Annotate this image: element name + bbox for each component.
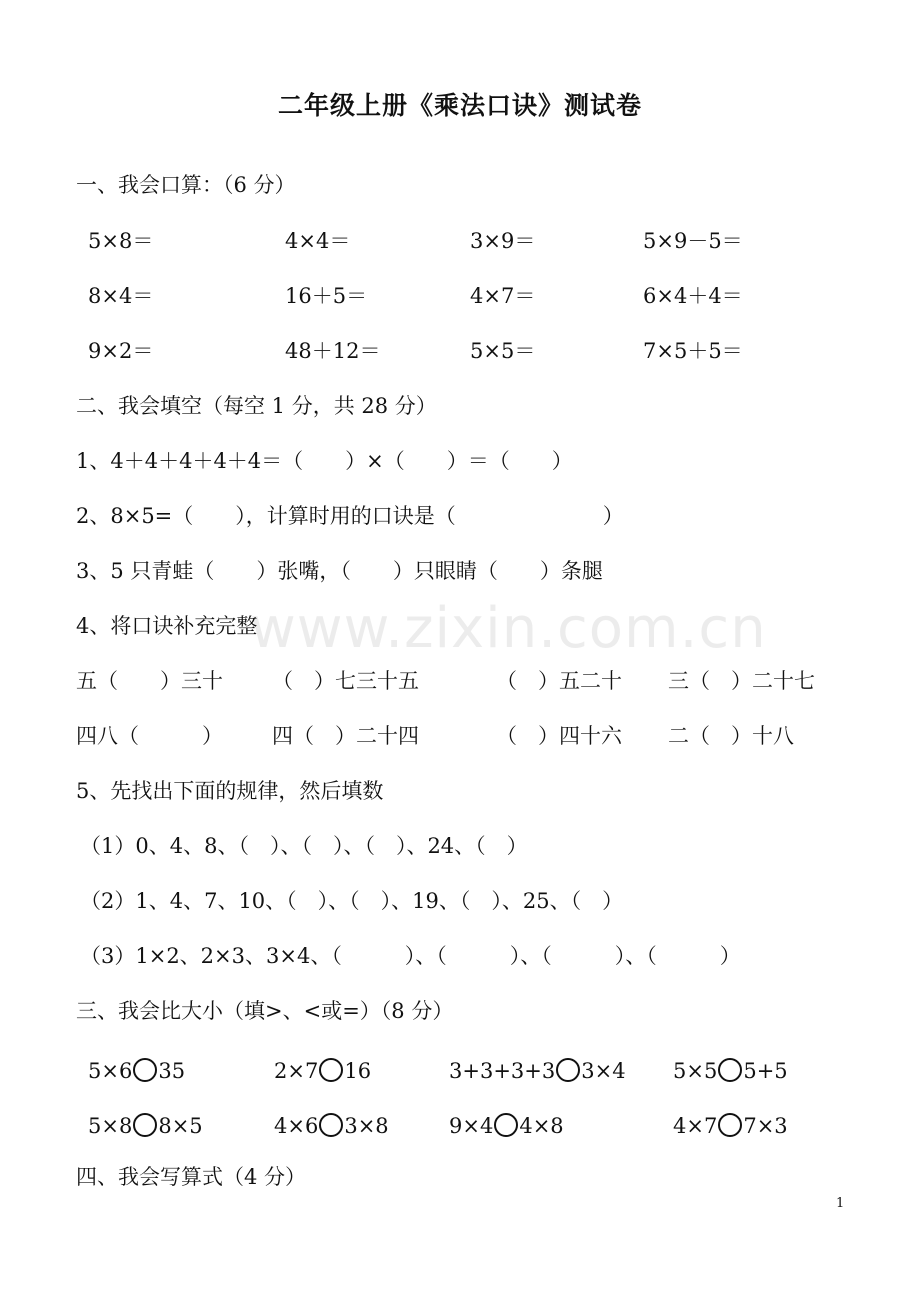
- page-number: 1: [836, 1196, 845, 1211]
- section-4-heading: 四、我会写算式（4 分）: [76, 1165, 307, 1189]
- rhyme-item: 四八（ ）: [76, 724, 223, 748]
- pattern-3: （3）1×2、2×3、3×4、（ ）、（ ）、（ ）、（ ）: [80, 944, 741, 968]
- compare-item: 4×7 7×3: [673, 1114, 788, 1138]
- watermark: www.zixin.com.cn: [250, 596, 767, 661]
- compare-circle[interactable]: [718, 1058, 742, 1082]
- rhyme-item: （ ）五二十: [496, 669, 622, 693]
- compare-circle[interactable]: [133, 1058, 157, 1082]
- rhyme-item: 三（ ）二十七: [668, 669, 815, 693]
- mental-calc-item: 16＋5＝: [285, 284, 368, 308]
- compare-item: 2×7 16: [274, 1059, 372, 1083]
- compare-circle[interactable]: [133, 1113, 157, 1137]
- mental-calc-item: 3×9＝: [470, 229, 536, 253]
- rhyme-item: （ ）四十六: [496, 724, 622, 748]
- mental-calc-item: 9×2＝: [88, 339, 154, 363]
- section-3-heading: 三、我会比大小（填>、<或=）（8 分）: [76, 999, 454, 1023]
- mental-calc-item: 4×7＝: [470, 284, 536, 308]
- question-3: 3、5 只青蛙（ ）张嘴，（ ）只眼睛（ ）条腿: [76, 559, 603, 583]
- compare-item: 3+3+3+3 3×4: [449, 1059, 626, 1083]
- question-1: 1、4＋4＋4＋4＋4＝（ ）×（ ）＝（ ）: [76, 449, 573, 473]
- question-5: 5、先找出下面的规律，然后填数: [76, 779, 384, 803]
- mental-calc-item: 5×9－5＝: [643, 229, 743, 253]
- rhyme-item: （ ）七三十五: [272, 669, 419, 693]
- question-2: 2、8×5=（ ），计算时用的口诀是（ ）: [76, 504, 624, 528]
- compare-item: 4×6 3×8: [274, 1114, 389, 1138]
- question-4: 4、将口诀补充完整: [76, 614, 258, 638]
- page-title: 二年级上册《乘法口诀》测试卷: [277, 91, 642, 120]
- compare-circle[interactable]: [319, 1058, 343, 1082]
- compare-circle[interactable]: [494, 1113, 518, 1137]
- rhyme-item: 四（ ）二十四: [272, 724, 419, 748]
- mental-calc-item: 48＋12＝: [285, 339, 381, 363]
- section-2-heading: 二、我会填空（每空 1 分，共 28 分）: [76, 394, 437, 418]
- mental-calc-item: 5×8＝: [88, 229, 154, 253]
- rhyme-item: 五（ ）三十: [76, 669, 223, 693]
- compare-circle[interactable]: [718, 1113, 742, 1137]
- mental-calc-item: 6×4＋4＝: [643, 284, 743, 308]
- mental-calc-item: 4×4＝: [285, 229, 351, 253]
- compare-item: 5×6 35: [88, 1059, 186, 1083]
- compare-item: 9×4 4×8: [449, 1114, 564, 1138]
- mental-calc-item: 5×5＝: [470, 339, 536, 363]
- compare-item: 5×8 8×5: [88, 1114, 203, 1138]
- pattern-1: （1）0、4、8、（ ）、（ ）、（ ）、24、（ ）: [80, 834, 528, 858]
- mental-calc-item: 7×5＋5＝: [643, 339, 743, 363]
- mental-calc-item: 8×4＝: [88, 284, 154, 308]
- compare-circle[interactable]: [319, 1113, 343, 1137]
- pattern-2: （2）1、4、7、10、（ ）、（ ）、19、（ ）、25、（ ）: [80, 889, 624, 913]
- rhyme-item: 二（ ）十八: [668, 724, 794, 748]
- section-1-heading: 一、我会口算：（6 分）: [76, 173, 296, 197]
- compare-circle[interactable]: [556, 1058, 580, 1082]
- compare-item: 5×5 5+5: [673, 1059, 788, 1083]
